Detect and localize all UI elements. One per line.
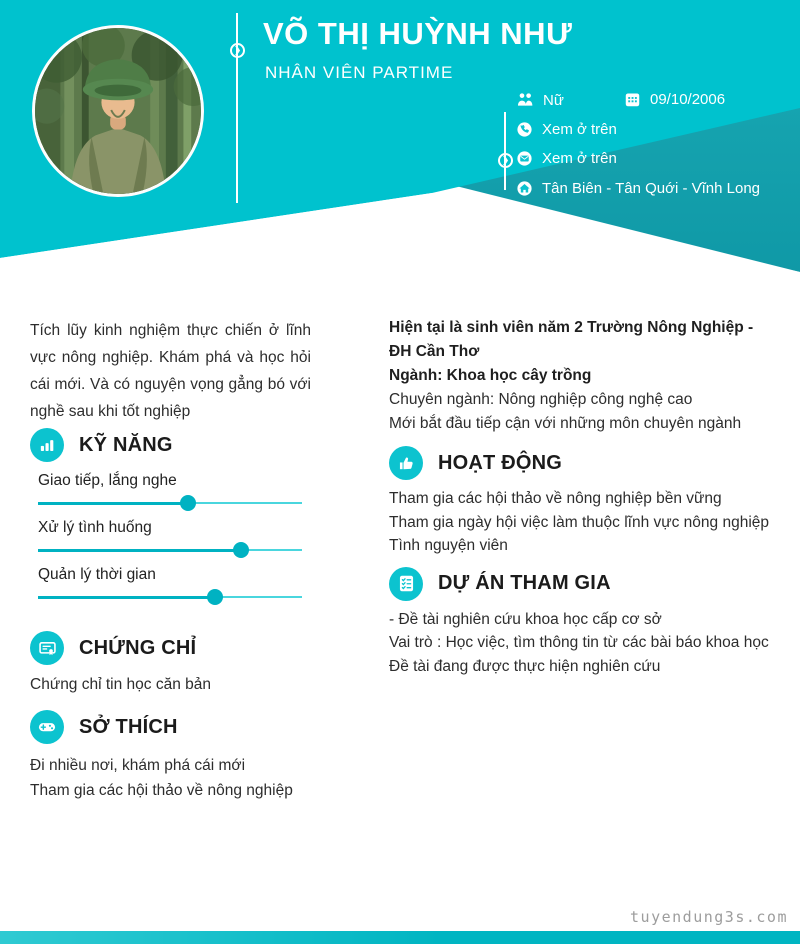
slider-knob[interactable] <box>207 589 223 605</box>
certificate-line: Chứng chỉ tin học căn bản <box>30 676 211 693</box>
birthdate-value: 09/10/2006 <box>650 91 726 108</box>
slider-fill <box>38 549 241 552</box>
gender-icon <box>516 91 534 109</box>
section-title: SỞ THÍCH <box>79 715 178 738</box>
gender-item <box>516 91 564 109</box>
birthdate-item <box>624 91 725 108</box>
education-line: Mới bắt đầu tiếp cận với những môn chuyên ngành <box>389 415 742 432</box>
section-activities-header <box>389 444 775 482</box>
section-hobbies-header <box>30 708 311 746</box>
hobbies-text <box>30 753 311 803</box>
footer-bar <box>0 931 800 944</box>
education-line-bold: Ngành: Khoa học cây trồng <box>389 367 592 384</box>
hobby-line: Đi nhiều nơi, khám phá cái mới <box>30 757 246 774</box>
skill-slider[interactable] <box>38 495 302 511</box>
skill-item <box>30 472 311 511</box>
job-title: NHÂN VIÊN PARTIME <box>265 63 454 82</box>
timeline-line <box>504 112 506 190</box>
section-projects-header <box>389 565 775 603</box>
phone-item <box>516 121 617 138</box>
gamepad-icon <box>30 710 64 744</box>
chevron-right-icon: ❯ <box>230 43 245 58</box>
phone-icon <box>516 121 533 138</box>
skill-label: Xử lý tình huống <box>38 519 152 536</box>
address-item <box>516 180 760 197</box>
projects-text <box>389 608 775 679</box>
bar-chart-icon <box>30 428 64 462</box>
section-certificates-header <box>30 629 311 667</box>
email-item <box>516 150 617 167</box>
skill-item <box>30 566 311 605</box>
activities-text <box>389 487 775 558</box>
phone-value: Xem ở trên <box>542 121 617 138</box>
project-line: Vai trò : Học việc, tìm thông tin từ các bài báo khoa học <box>389 634 769 651</box>
address-value: Tân Biên - Tân Quới - Vĩnh Long <box>542 180 761 197</box>
profile-photo <box>32 25 204 197</box>
objective-text: Tích lũy kinh nghiệm thực chiến ở lĩnh vực nông nghiệp. Khám phá và học hỏi cái mới. Và có nguyện vọng gẳng bó với nghề sau khi tốt nghiệp <box>30 322 311 420</box>
left-column <box>30 272 311 803</box>
timeline-line <box>236 13 238 203</box>
activity-line: Tham gia ngày hội việc làm thuộc lĩnh vực nông nghiệp <box>389 513 770 531</box>
project-line: - Đề tài nghiên cứu khoa học cấp cơ sở <box>389 610 662 628</box>
gender-value: Nữ <box>543 91 564 109</box>
certificate-icon <box>30 631 64 665</box>
slider-knob[interactable] <box>233 542 249 558</box>
right-column <box>389 272 775 678</box>
email-value: Xem ở trên <box>542 150 617 167</box>
skill-slider[interactable] <box>38 589 302 605</box>
home-icon <box>516 180 533 197</box>
watermark: tuyendung3s.com <box>630 908 788 926</box>
thumbs-up-icon <box>389 446 423 480</box>
section-title: DỰ ÁN THAM GIA <box>438 572 611 594</box>
chevron-right-icon: ❯ <box>498 153 513 168</box>
certificates-text <box>30 674 311 696</box>
education-line-bold: Hiện tại là sinh viên năm 2 Trường Nông Nghiệp - ĐH Cần Thơ <box>389 319 754 360</box>
slider-knob[interactable] <box>180 495 196 511</box>
project-line: Đề tài đang được thực hiện nghiên cứu <box>389 657 661 675</box>
section-title: HOẠT ĐỘNG <box>438 451 563 474</box>
education-text <box>389 316 775 436</box>
skills-list <box>30 472 311 605</box>
skill-slider[interactable] <box>38 542 302 558</box>
section-title: CHỨNG CHỈ <box>79 636 197 659</box>
skill-item <box>30 519 311 558</box>
activity-line: Tham gia các hội thảo về nông nghiệp bền vững <box>389 490 722 507</box>
education-line: Chuyên ngành: Nông nghiệp công nghệ cao <box>389 391 693 408</box>
hobby-line: Tham gia các hội thảo về nông nghiệp <box>30 782 293 799</box>
header <box>0 0 800 312</box>
section-title: KỸ NĂNG <box>79 433 173 456</box>
email-icon <box>516 150 533 167</box>
slider-fill <box>38 596 215 599</box>
checklist-icon <box>389 567 423 601</box>
slider-fill <box>38 502 188 505</box>
activity-line: Tình nguyện viên <box>389 537 508 554</box>
calendar-icon <box>624 91 641 108</box>
skill-label: Giao tiếp, lắng nghe <box>38 472 177 489</box>
section-skills-header <box>30 426 311 464</box>
person-name: VÕ THỊ HUỲNH NHƯ <box>263 16 573 51</box>
skill-label: Quản lý thời gian <box>38 566 156 583</box>
